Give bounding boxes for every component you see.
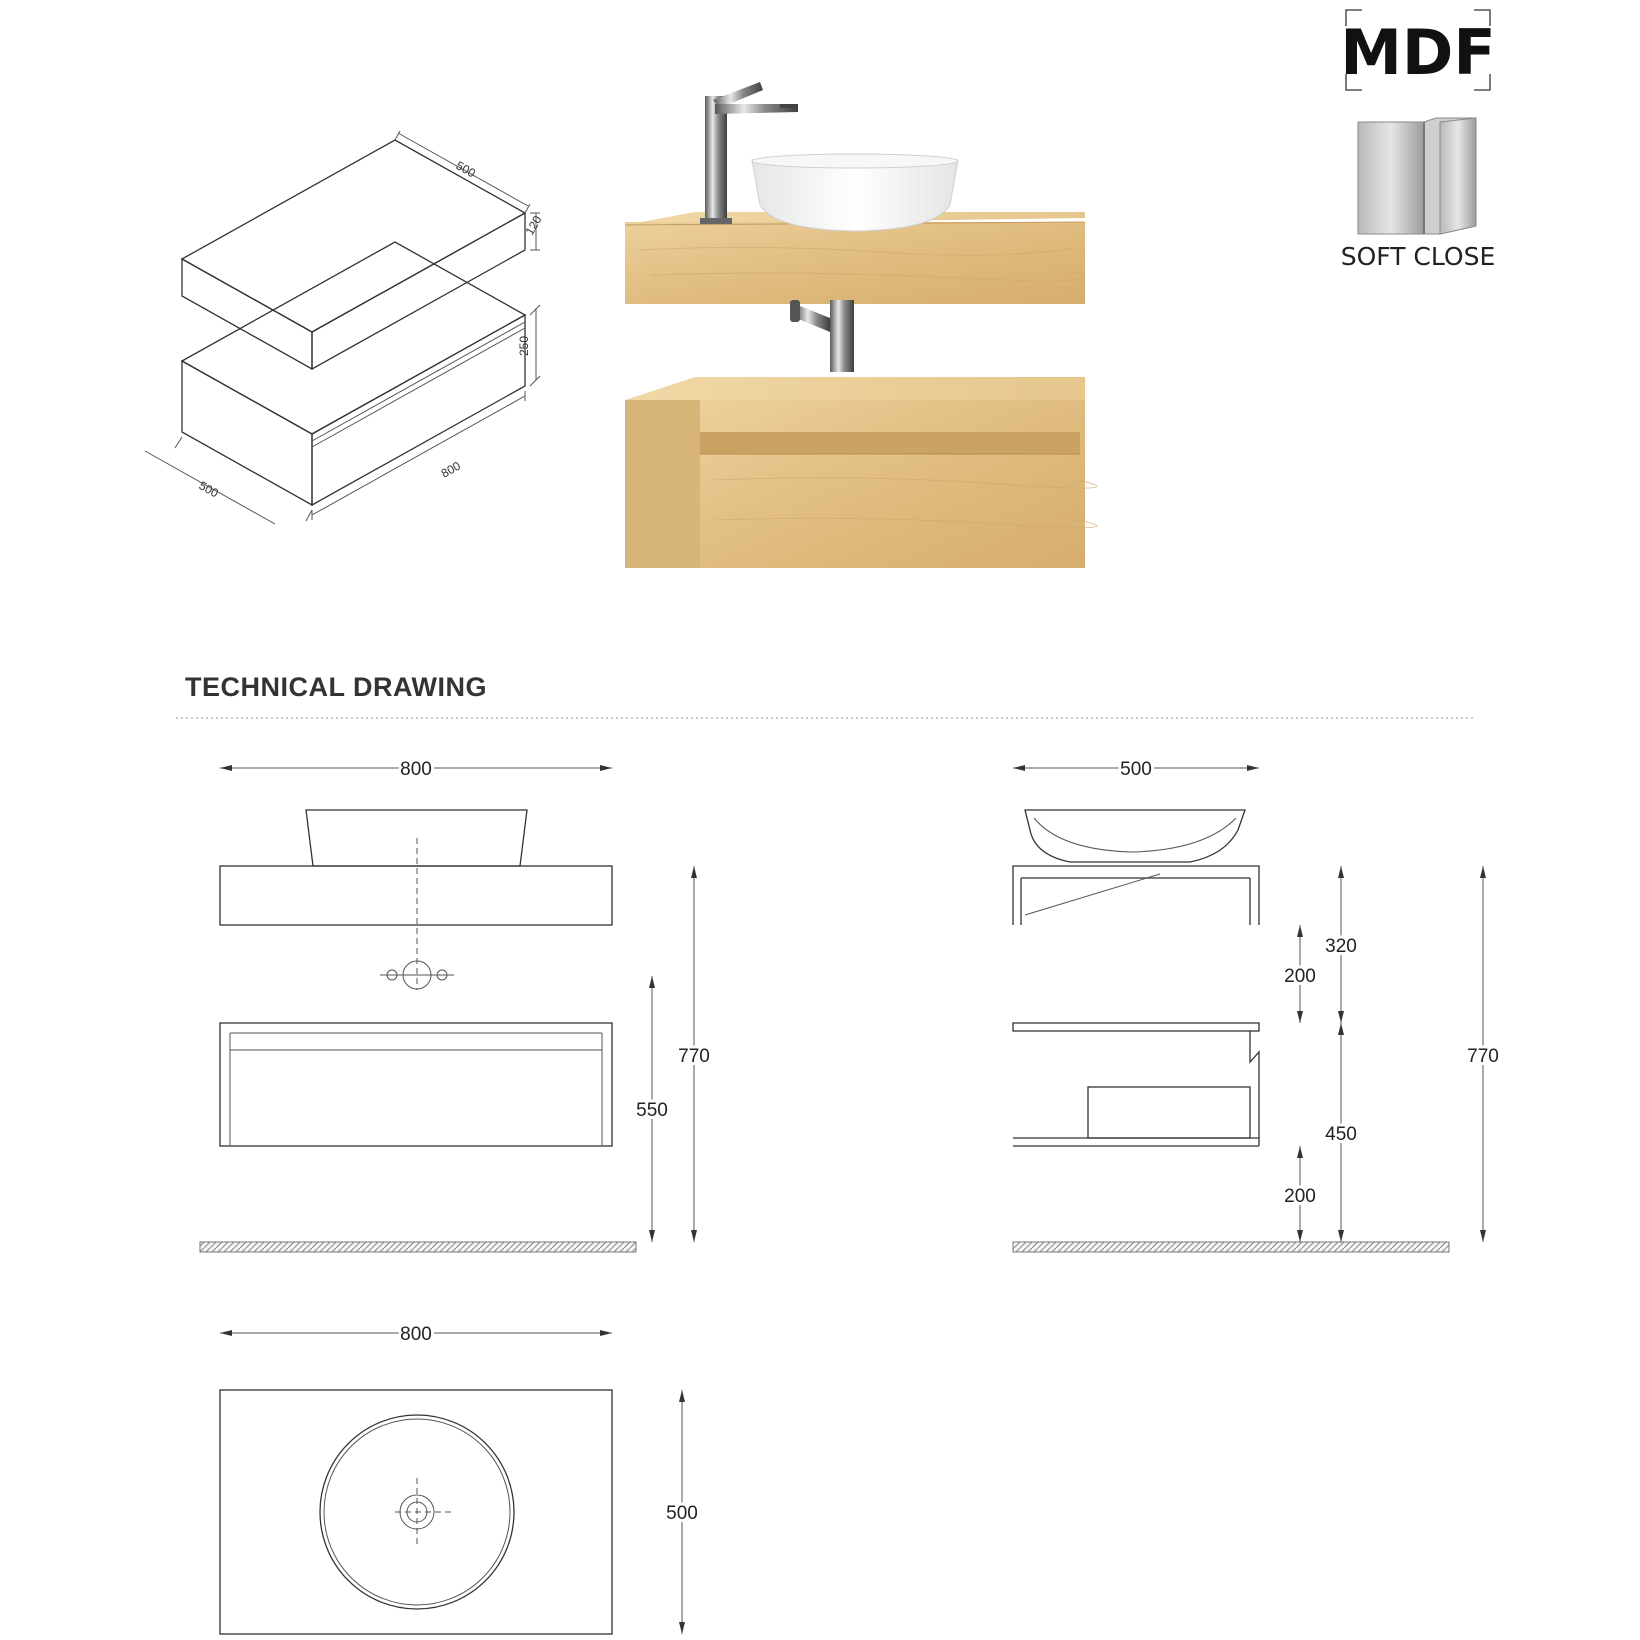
iso-cabinet-width-label: 800 — [438, 458, 463, 481]
iso-cabinet-depth-label: 500 — [196, 478, 221, 501]
drain-trap — [790, 300, 854, 372]
front-cabinet-height-label: 550 — [636, 1100, 668, 1121]
side-depth-label: 500 — [1120, 759, 1152, 780]
side-total-height-label: 770 — [1467, 1046, 1499, 1067]
side-basin-clearance-label: 200 — [1284, 966, 1316, 987]
iso-top-depth-label: 500 — [453, 158, 478, 181]
top-depth-label: 500 — [666, 1503, 698, 1524]
section-title: TECHNICAL DRAWING — [185, 672, 487, 702]
iso-top-height-label: 120 — [522, 213, 545, 238]
soft-close-icon — [1358, 118, 1476, 234]
product-render — [625, 82, 1097, 568]
mdf-badge — [1340, 10, 1496, 90]
iso-cabinet-height-label: 250 — [517, 335, 531, 356]
isometric-drawing — [145, 131, 545, 524]
front-view — [200, 759, 710, 1252]
top-width-label: 800 — [400, 1324, 432, 1345]
front-width-label: 800 — [400, 759, 432, 780]
drawer-handle-groove — [700, 432, 1080, 454]
cabinet-side — [625, 400, 700, 568]
front-total-height-label: 770 — [678, 1046, 710, 1067]
top-view — [220, 1324, 698, 1634]
side-floor-gap-label: 200 — [1284, 1186, 1316, 1207]
vessel-basin — [752, 154, 958, 231]
countertop-front — [625, 222, 1085, 304]
side-view — [1013, 759, 1499, 1252]
soft-close-label: SOFT CLOSE — [1340, 242, 1496, 271]
mdf-label: MDF — [1340, 16, 1496, 89]
side-upper-gap-label: 320 — [1325, 936, 1357, 957]
cabinet-front — [700, 400, 1085, 568]
side-cabinet-height-label: 450 — [1325, 1124, 1357, 1145]
